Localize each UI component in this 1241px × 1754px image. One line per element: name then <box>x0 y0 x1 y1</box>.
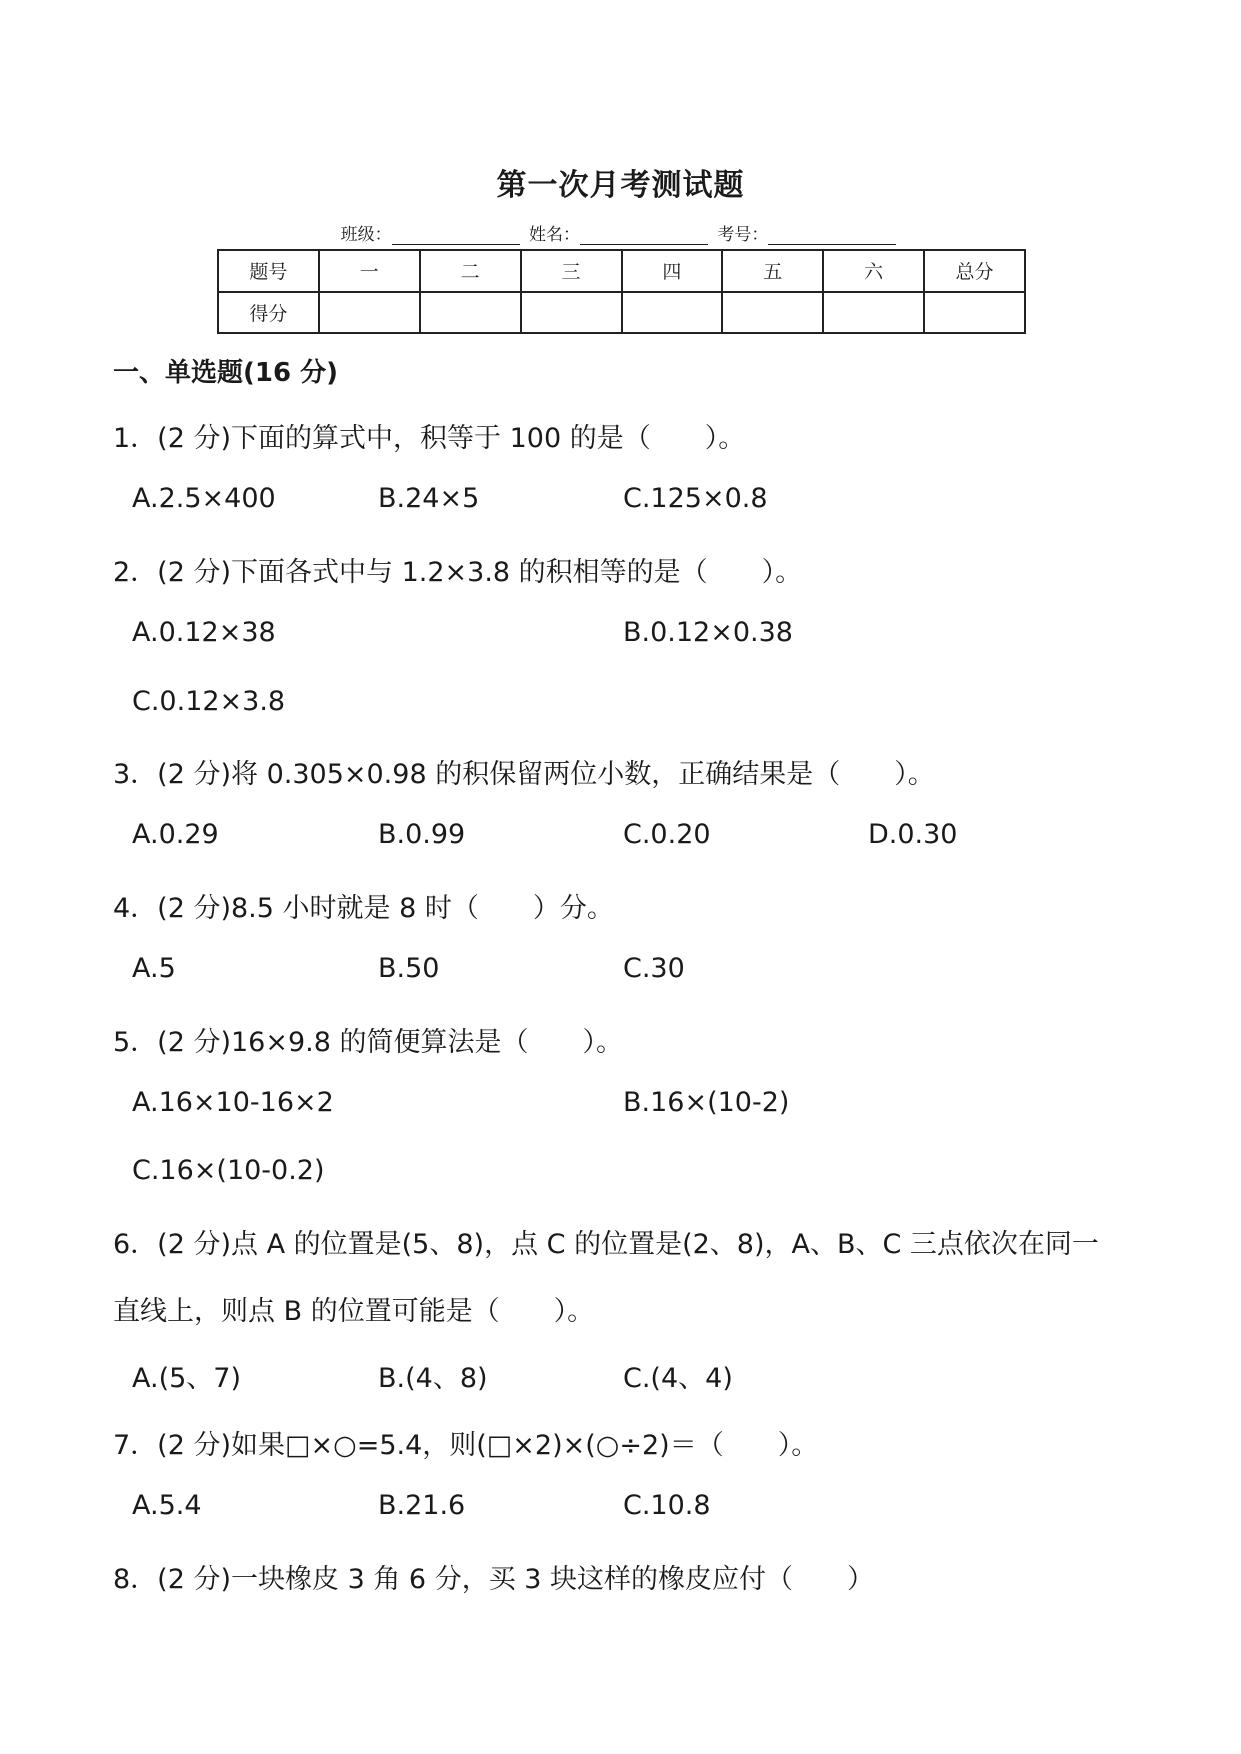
q3-option-b: B.0.99 <box>378 819 466 850</box>
question-6-line-2: 直线上，则点 B 的位置可能是（ ）。 <box>113 1296 595 1327</box>
q1-option-a: A.2.5×400 <box>132 483 276 514</box>
class-label: 班级： <box>340 225 392 245</box>
header-cell: 题号 <box>218 250 319 292</box>
q2-option-b: B.0.12×0.38 <box>623 617 793 648</box>
header-cell: 二 <box>420 250 521 292</box>
question-4: 4．(2 分)8.5 小时就是 8 时（ ）分。 <box>113 893 614 924</box>
q4-option-c: C.30 <box>623 953 685 984</box>
question-2: 2．(2 分)下面各式中与 1.2×3.8 的积相等的是（ ）。 <box>113 557 803 588</box>
score-cell <box>622 292 723 334</box>
q4-option-b: B.50 <box>378 953 440 984</box>
score-table-score-row <box>218 292 1025 334</box>
q3-option-c: C.0.20 <box>623 819 711 850</box>
exam-no-label: 考号： <box>717 225 769 245</box>
score-cell <box>319 292 420 334</box>
section-heading: 一、单选题(16 分) <box>113 358 338 388</box>
page-title: 第一次月考测试题 <box>496 168 745 203</box>
student-info-line <box>0 220 1241 245</box>
q5-option-a: A.16×10-16×2 <box>132 1087 334 1118</box>
q5-option-b: B.16×(10-2) <box>623 1087 790 1118</box>
score-table-header-row <box>218 250 1025 292</box>
header-cell: 三 <box>521 250 622 292</box>
q1-option-c: C.125×0.8 <box>623 483 768 514</box>
score-cell <box>420 292 521 334</box>
name-label: 姓名： <box>529 225 580 245</box>
q6-option-c: C.(4、4) <box>623 1363 733 1394</box>
name-blank <box>580 226 708 245</box>
q5-option-c: C.16×(10-0.2) <box>132 1155 325 1186</box>
q3-option-d: D.0.30 <box>868 819 958 850</box>
exam-no-blank <box>768 226 896 245</box>
header-cell: 四 <box>622 250 723 292</box>
q7-option-a: A.5.4 <box>132 1490 202 1521</box>
class-blank <box>392 226 520 245</box>
q2-option-c: C.0.12×3.8 <box>132 686 286 717</box>
question-3: 3．(2 分)将 0.305×0.98 的积保留两位小数，正确结果是（ ）。 <box>113 759 935 790</box>
score-cell <box>823 292 924 334</box>
q4-option-a: A.5 <box>132 953 176 984</box>
q7-option-c: C.10.8 <box>623 1490 711 1521</box>
q3-option-a: A.0.29 <box>132 819 219 850</box>
score-cell <box>722 292 823 334</box>
question-6-line-1: 6．(2 分)点 A 的位置是(5、8)，点 C 的位置是(2、8)，A、B、C 三点依次在同一 <box>113 1229 1099 1260</box>
question-5: 5．(2 分)16×9.8 的简便算法是（ ）。 <box>113 1027 624 1058</box>
question-8: 8．(2 分)一块橡皮 3 角 6 分，买 3 块这样的橡皮应付（ ） <box>113 1564 875 1595</box>
q1-option-b: B.24×5 <box>378 483 480 514</box>
q6-option-a: A.(5、7) <box>132 1363 242 1394</box>
score-row-label: 得分 <box>218 292 319 334</box>
question-1: 1．(2 分)下面的算式中，积等于 100 的是（ ）。 <box>113 423 746 454</box>
q2-option-a: A.0.12×38 <box>132 617 276 648</box>
question-7: 7．(2 分)如果□×○=5.4，则(□×2)×(○÷2)＝（ ）。 <box>113 1430 819 1461</box>
score-cell <box>521 292 622 334</box>
header-cell: 五 <box>722 250 823 292</box>
q6-option-b: B.(4、8) <box>378 1363 488 1394</box>
score-cell <box>924 292 1025 334</box>
q7-option-b: B.21.6 <box>378 1490 466 1521</box>
header-cell: 一 <box>319 250 420 292</box>
header-cell: 六 <box>823 250 924 292</box>
score-table <box>217 249 1026 334</box>
header-cell: 总分 <box>924 250 1025 292</box>
